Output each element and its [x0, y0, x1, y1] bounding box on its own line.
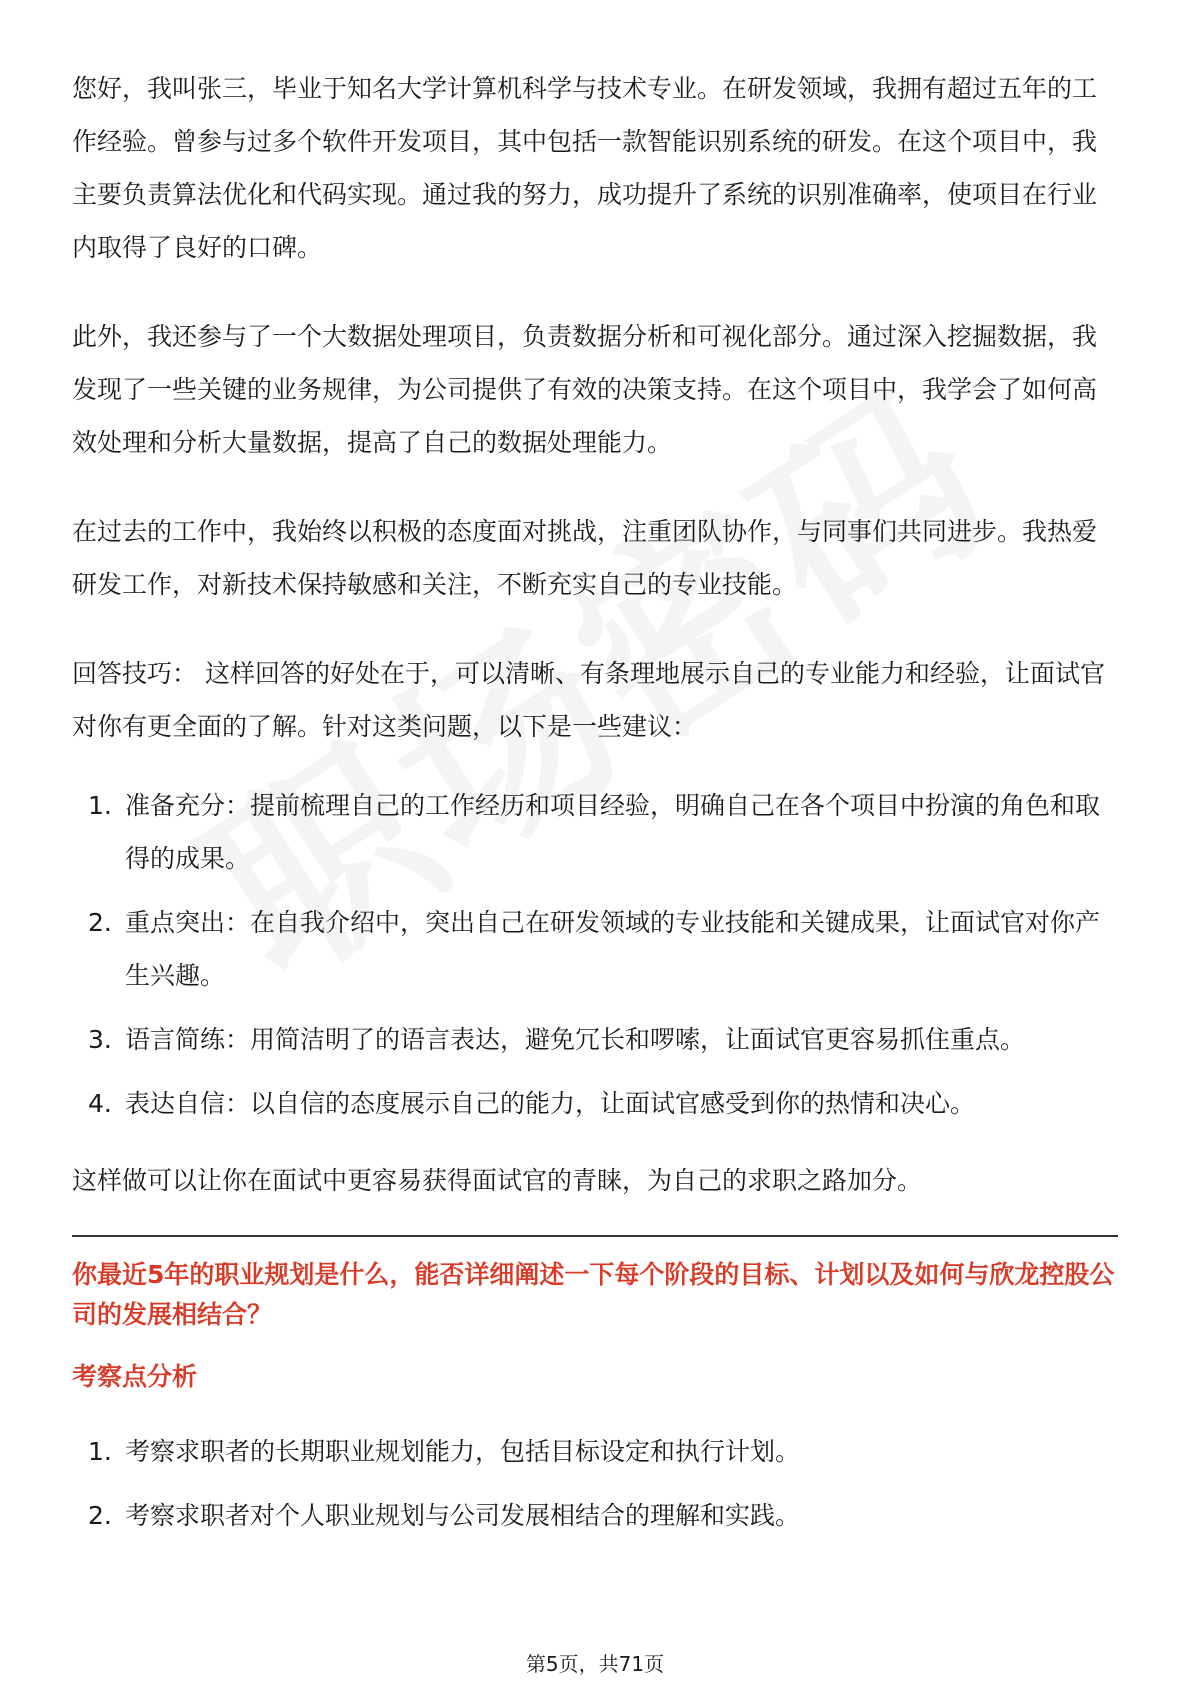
list-number: 2. — [88, 1501, 112, 1530]
list-item-text: 考察求职者对个人职业规划与公司发展相结合的理解和实践。 — [125, 1501, 801, 1530]
question-heading: 你最近5年的职业规划是什么，能否详细阐述一下每个阶段的目标、计划以及如何与欣龙控股公司的发展相结合？ — [72, 1260, 1115, 1329]
section-divider — [72, 1235, 1118, 1237]
answer-paragraph-2: 此外，我还参与了一个大数据处理项目，负责数据分析和可视化部分。通过深入挖掘数据，我发现了一些关键的业务规律，为公司提供了有效的决策支持。在这个项目中，我学会了如何高效处理和分析大量数据，提高了自己的数据处理能力。 — [72, 322, 1098, 457]
list-item — [72, 1489, 1118, 1542]
list-item — [72, 896, 1118, 1002]
list-number: 1. — [88, 1437, 112, 1466]
answer-tips-intro: 回答技巧： 这样回答的好处在于，可以清晰、有条理地展示自己的专业能力和经验，让面试官对你有更全面的了解。针对这类问题，以下是一些建议： — [72, 659, 1105, 741]
list-number: 1. — [88, 791, 112, 820]
document-body — [72, 62, 1118, 1553]
list-item — [72, 1013, 1118, 1066]
list-number: 3. — [88, 1025, 112, 1054]
list-item — [72, 1077, 1118, 1130]
page-number: 第5页，共71页 — [525, 1652, 665, 1676]
list-item — [72, 779, 1118, 885]
answer-paragraph-3: 在过去的工作中，我始终以积极的态度面对挑战，注重团队协作，与同事们共同进步。我热爱研发工作，对新技术保持敏感和关注，不断充实自己的专业技能。 — [72, 517, 1098, 599]
answer-paragraph-1: 您好，我叫张三，毕业于知名大学计算机科学与技术专业。在研发领域，我拥有超过五年的工作经验。曾参与过多个软件开发项目，其中包括一款智能识别系统的研发。在这个项目中，我主要负责算法优化和代码实现。通过我的努力，成功提升了系统的识别准确率，使项目在行业内取得了良好的口碑。 — [72, 74, 1098, 262]
analysis-list — [72, 1425, 1118, 1542]
list-item-text: 重点突出：在自我介绍中，突出自己在研发领域的专业技能和关键成果，让面试官对你产生兴趣。 — [125, 908, 1101, 990]
closing-paragraph: 这样做可以让你在面试中更容易获得面试官的青睐，为自己的求职之路加分。 — [72, 1166, 923, 1195]
list-item-text: 表达自信：以自信的态度展示自己的能力，让面试官感受到你的热情和决心。 — [125, 1089, 976, 1118]
analysis-title: 考察点分析 — [72, 1362, 198, 1391]
list-item — [72, 1425, 1118, 1478]
list-number: 4. — [88, 1089, 112, 1118]
list-item-text: 语言简练：用简洁明了的语言表达，避免冗长和啰嗦，让面试官更容易抓住重点。 — [125, 1025, 1026, 1054]
list-number: 2. — [88, 908, 112, 937]
tips-list — [72, 779, 1118, 1130]
list-item-text: 准备充分：提前梳理自己的工作经历和项目经验，明确自己在各个项目中扮演的角色和取得的成果。 — [125, 791, 1101, 873]
list-item-text: 考察求职者的长期职业规划能力，包括目标设定和执行计划。 — [125, 1437, 801, 1466]
